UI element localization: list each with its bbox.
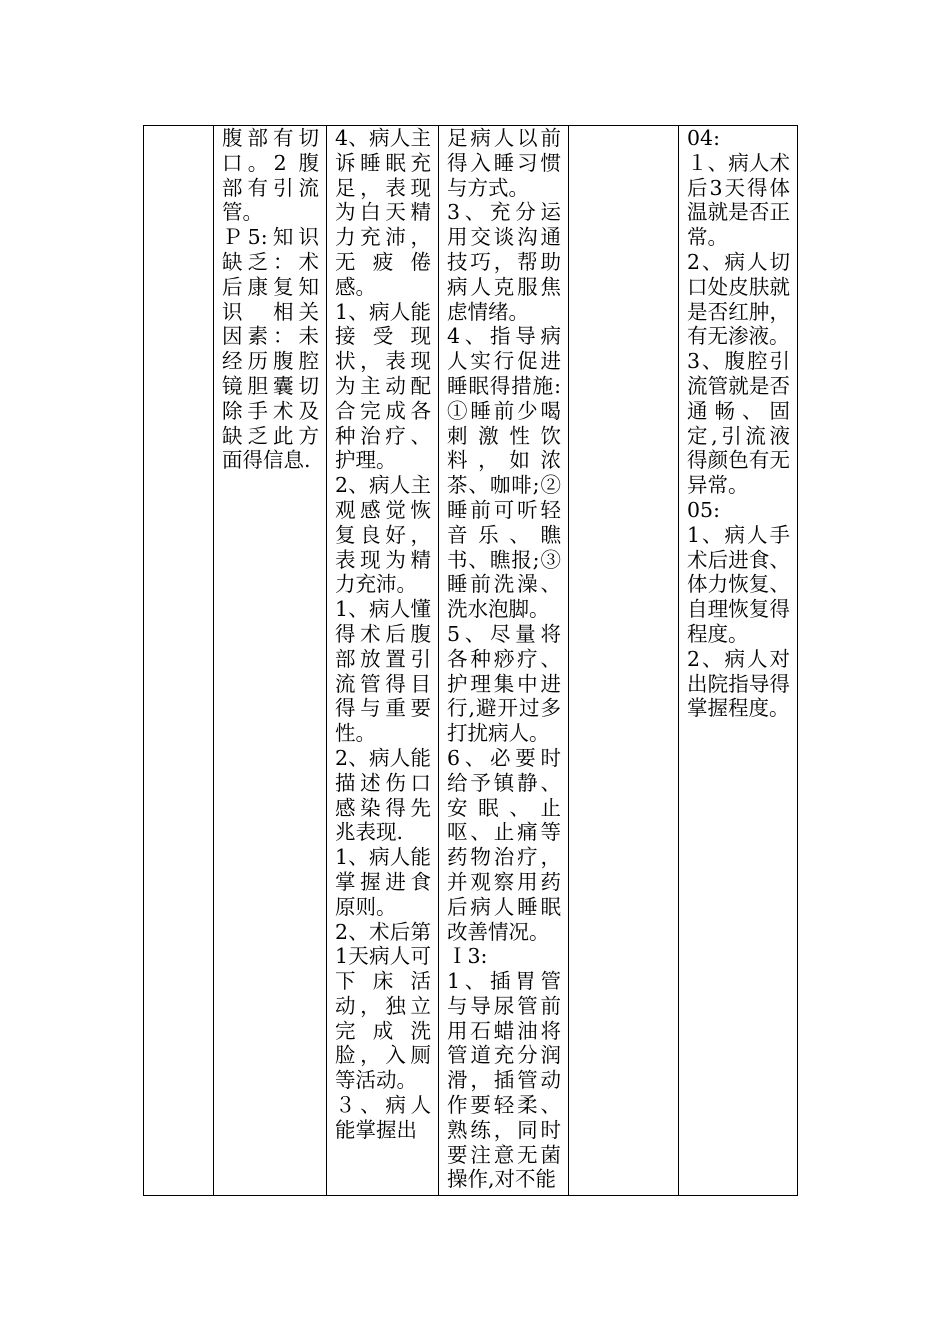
evaluation-paragraph: 3、腹腔引流管就是否通畅、固定,引流液得颜色有无异常。 [687, 349, 790, 498]
expected-outcomes-cell [327, 126, 439, 1196]
outcome-paragraph: ３、病人能掌握出 [335, 1093, 431, 1142]
evaluation-paragraph: 2、病人对出院指导得掌握程度。 [687, 646, 790, 721]
nursing-diagnosis-cell [214, 126, 327, 1196]
diagnosis-paragraph: Ｐ5:知识缺乏：术后康复知识 相关因素：未经历腹腔镜胆囊切除手术及缺乏此方面得信息. [222, 225, 319, 473]
measure-paragraph: 4、指导病人实行促进睡眠得措施:①睡前少喝刺激性饮料，如浓茶、咖啡;②睡前可听轻音乐、瞧书、瞧报;③睡前洗澡、洗水泡脚。 [447, 324, 561, 622]
nursing-measures-cell [439, 126, 569, 1196]
measure-paragraph: 3、充分运用交谈沟通技巧，帮助病人克服焦虑情绪。 [447, 200, 561, 324]
evaluation-text [687, 126, 790, 721]
measure-paragraph: Ｉ3: [447, 944, 488, 969]
nursing-care-plan-table [143, 125, 798, 1196]
evaluation-paragraph: 1、病人手术后进食、体力恢复、自理恢复得程度。 [687, 522, 790, 646]
measure-paragraph: 5、尽量将各种痧疗、护理集中进行,避开过多打扰病人。 [447, 621, 561, 746]
evaluation-paragraph: 04: [687, 126, 720, 150]
outcome-paragraph: 1、病人能接受现状，表现为主动配合完成各种治疗、护理。 [335, 299, 431, 473]
column-1-cell [144, 126, 214, 1196]
nursing-diagnosis-text [222, 126, 319, 473]
measure-paragraph: 6、必要时给予镇静、安眠、止呕、止痛等药物治疗，并观察用药后病人睡眠改善情况。 [447, 745, 561, 944]
nursing-measures-text [447, 126, 561, 1192]
evaluation-cell [679, 126, 798, 1196]
evaluation-paragraph: １、病人术后3天得体温就是否正常。 [687, 150, 790, 250]
measure-paragraph: 1、插胃管与导尿管前用石蜡油将管道充分润滑，插管动作要轻柔、熟练，同时要注意无菌操作,对不能 [447, 969, 561, 1192]
outcome-paragraph: 2、病人主观感觉恢复良好，表现为精力充沛。 [335, 473, 431, 597]
outcome-paragraph: 2、术后第1天病人可下床活动，独立完成洗脸，入厕等活动。 [335, 919, 431, 1093]
evaluation-paragraph: 05: [687, 497, 720, 522]
evaluation-paragraph: 2、病人切口处皮肤就是否红肿，有无渗液。 [687, 249, 790, 349]
column-5-cell [569, 126, 679, 1196]
measure-paragraph: 足病人以前得入睡习惯与方式。 [447, 126, 561, 200]
table-row [144, 126, 798, 1196]
outcome-paragraph: 1、病人懂得术后腹部放置引流管得目得与重要性。 [335, 597, 431, 746]
outcome-paragraph: 1、病人能掌握进食原则。 [335, 845, 431, 919]
outcome-paragraph: 2、病人能描述伤口感染得先兆表现. [335, 745, 431, 845]
diagnosis-paragraph: 腹部有切口。2 腹部有引流管。 [222, 126, 319, 225]
expected-outcomes-text [335, 126, 431, 1143]
outcome-paragraph: 4、病人主诉睡眠充足，表现为白天精力充沛，无疲倦感。 [335, 126, 431, 299]
